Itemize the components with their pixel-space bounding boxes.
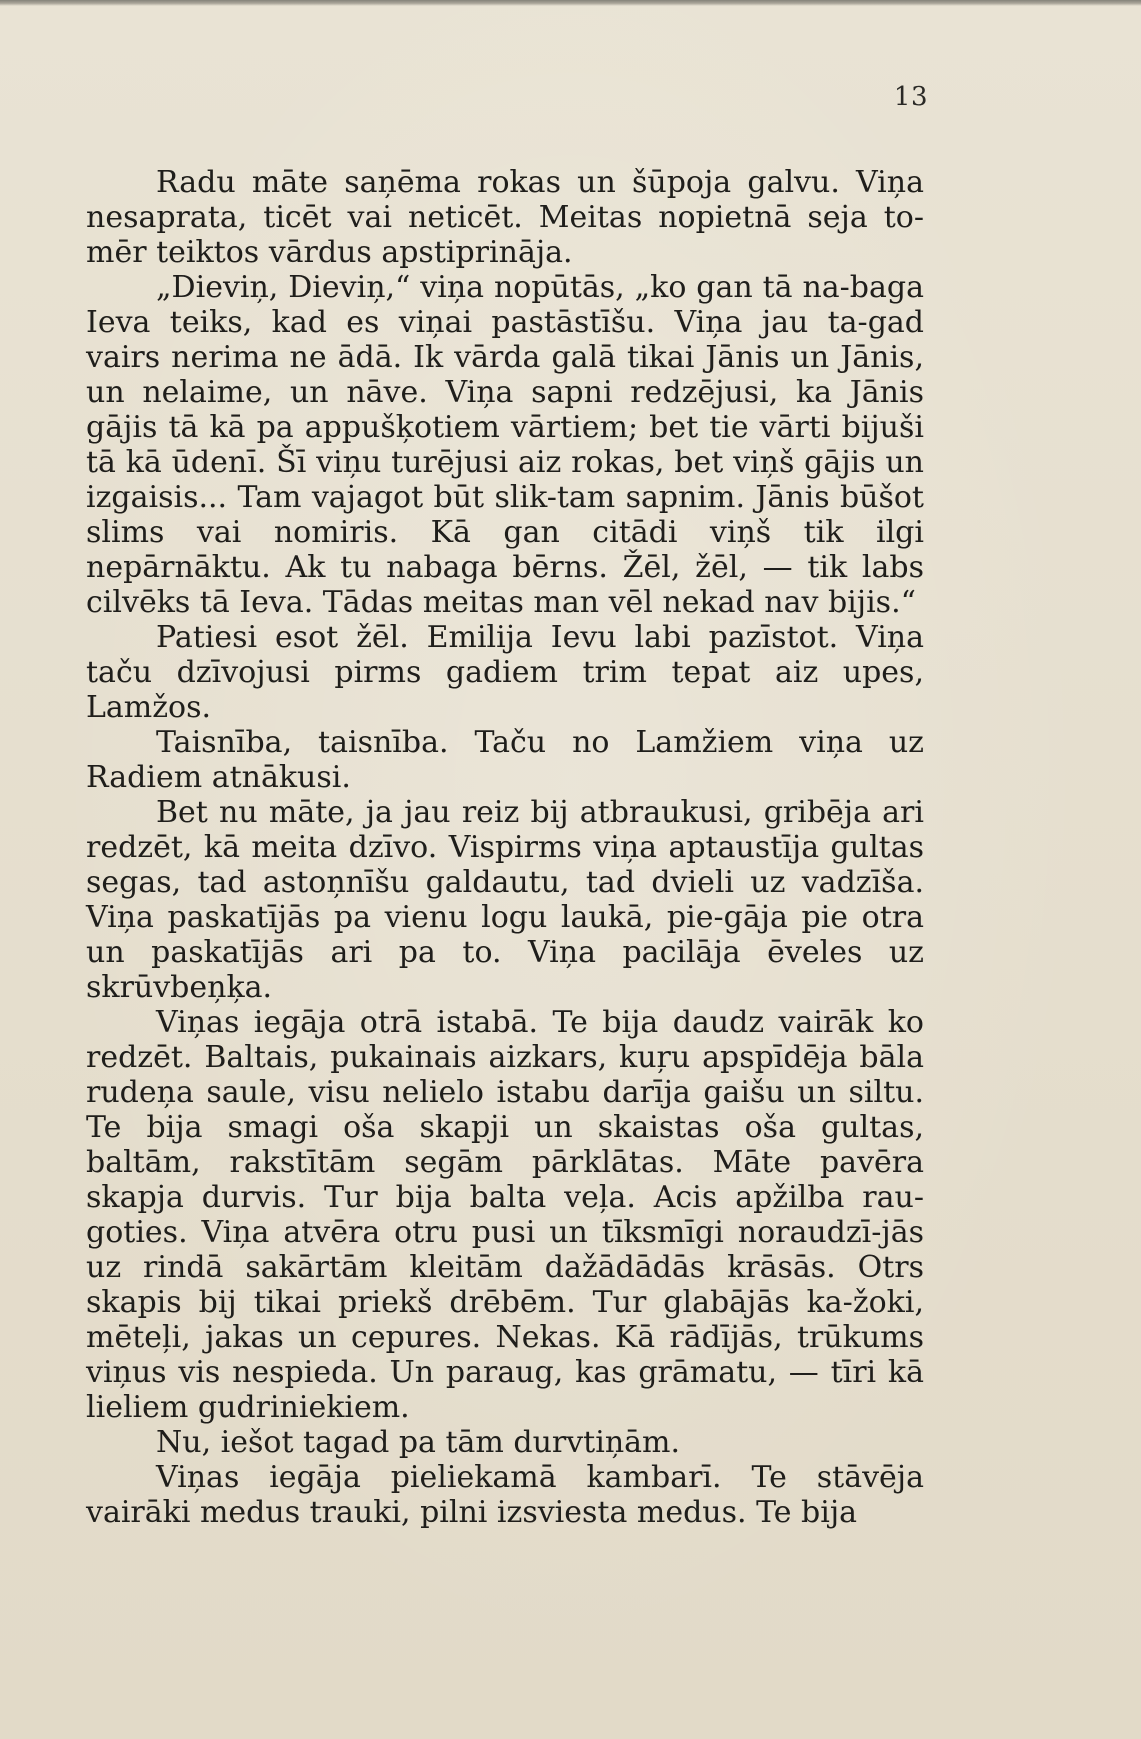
paragraph: „Dieviņ, Dieviņ,“ viņa nopūtās, „ko gan tā na-baga Ieva teiks, kad es viņai pastāstīšu. Viņa jau ta-gad vairs nerima ne ādā. Ik vārda galā tikai Jānis un Jānis, un nelaime, un nāve. Viņa sapni redzējusi, ka Jānis gājis tā kā pa appušķotiem vārtiem; bet tie vārti bijuši tā kā ūdenī. Šī viņu turējusi aiz rokas, bet viņš gājis un izgaisis... Tam vajagot būt slik-tam sapnim. Jānis būšot slims vai nomiris. Kā gan citādi viņš tik ilgi nepārnāktu. Ak tu nabaga bērns. Žēl, žēl, — tik labs cilvēks tā Ieva. Tādas meitas man vēl nekad nav bijis.“ xyxy=(86,270,924,620)
paragraph: Nu, iešot tagad pa tām durvtiņām. xyxy=(156,1425,681,1460)
page-top-edge xyxy=(0,0,1141,6)
paragraph: Patiesi esot žēl. Emilija Ievu labi pazīstot. Viņa taču dzīvojusi pirms gadiem trim tepat aiz upes, Lamžos. xyxy=(86,620,924,725)
paragraph: Viņas iegāja pieliekamā kambarī. Te stāvēja vairāki medus trauki, pilni izsviesta medus. Te bija xyxy=(86,1460,924,1530)
page-number: 13 xyxy=(893,82,928,112)
body-text xyxy=(86,165,924,1530)
paragraph: Radu māte saņēma rokas un šūpoja galvu. Viņa nesaprata, ticēt vai neticēt. Meitas nopietnā seja to-mēr teiktos vārdus apstiprināja. xyxy=(86,165,924,270)
paragraph: Taisnība, taisnība. Taču no Lamžiem viņa uz Radiem atnākusi. xyxy=(86,725,924,795)
paragraph: Viņas iegāja otrā istabā. Te bija daudz vairāk ko redzēt. Baltais, pukainais aizkars, kuŗu apspīdēja bāla rudeņa saule, visu nelielo istabu darīja gaišu un siltu. Te bija smagi oša skapji un skaistas oša gultas, baltām, rakstītām segām pārklātas. Māte pavēra skapja durvis. Tur bija balta veļa. Acis apžilba rau-goties. Viņa atvēra otru pusi un tīksmīgi noraudzī-jās uz rindā sakārtām kleitām dažādādās krāsās. Otrs skapis bij tikai priekš drēbēm. Tur glabājās ka-žoki, mēteļi, jakas un cepures. Nekas. Kā rādījās, trūkums viņus vis nespieda. Un paraug, kas grāmatu, — tīri kā lieliem gudriniekiem. xyxy=(86,1005,924,1425)
paragraph: Bet nu māte, ja jau reiz bij atbraukusi, gribēja ari redzēt, kā meita dzīvo. Vispirms viņa aptaustīja gultas segas, tad astoņnīšu galdautu, tad dvieli uz vadzīša. Viņa paskatījās pa vienu logu laukā, pie-gāja pie otra un paskatījās ari pa to. Viņa pacilāja ēveles uz skrūvbeņķa. xyxy=(86,795,924,1005)
